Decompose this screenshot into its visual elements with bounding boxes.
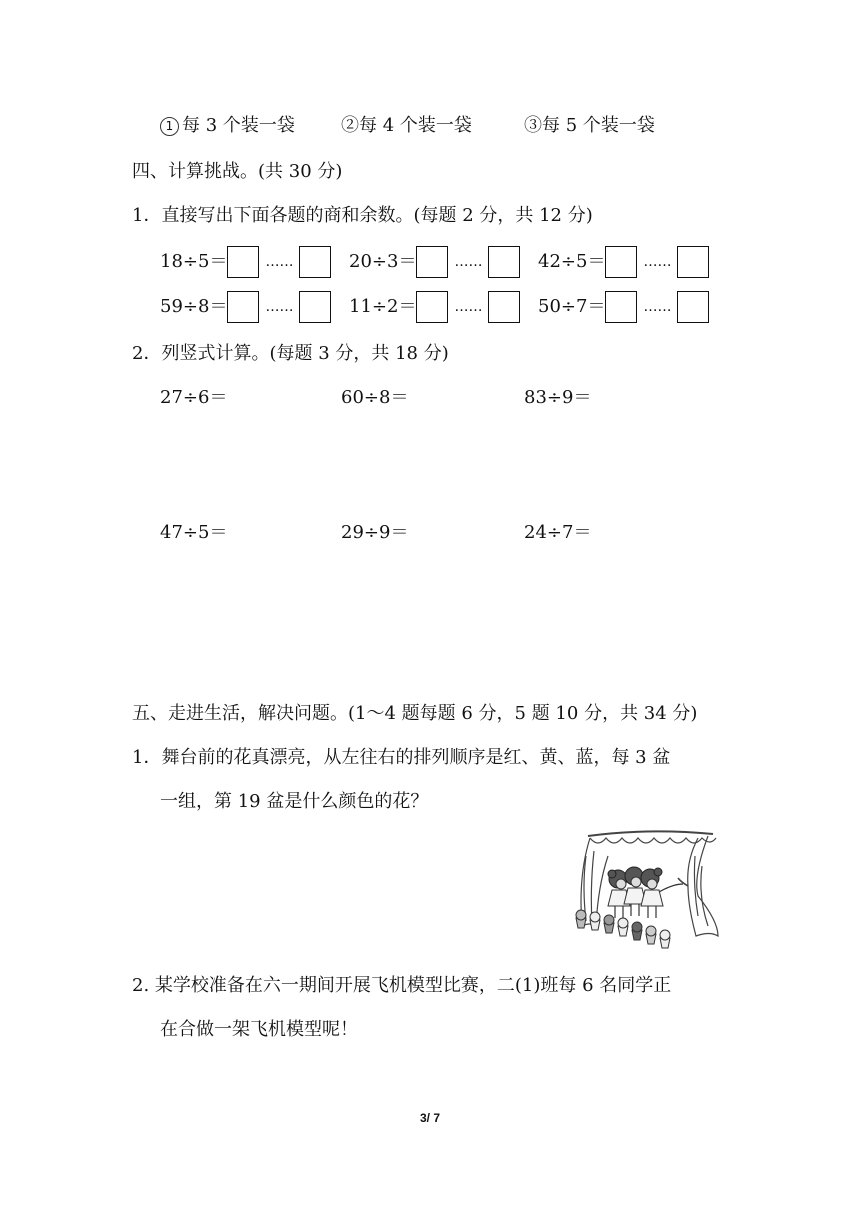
vertical-problem-5: 29÷9＝ bbox=[341, 522, 409, 543]
remainder-box[interactable] bbox=[677, 291, 709, 323]
vertical-problem-4: 47÷5＝ bbox=[160, 522, 228, 543]
quotient-box[interactable] bbox=[416, 291, 448, 323]
vertical-problem-2: 60÷8＝ bbox=[341, 387, 409, 408]
quotient-box[interactable] bbox=[605, 291, 637, 323]
remainder-box[interactable] bbox=[299, 291, 331, 323]
quotient-box[interactable] bbox=[605, 246, 637, 278]
problem-expression: 20÷3＝ bbox=[349, 251, 417, 272]
option-1 bbox=[160, 114, 295, 138]
problem-expression: 50÷7＝ bbox=[538, 296, 606, 317]
problem-expression: 11÷2＝ bbox=[349, 296, 417, 317]
remainder-box[interactable] bbox=[299, 246, 331, 278]
vertical-problem-6: 24÷7＝ bbox=[524, 522, 592, 543]
quotient-problem-5 bbox=[349, 290, 520, 324]
vertical-problem-3: 83÷9＝ bbox=[524, 387, 592, 408]
problem-expression: 42÷5＝ bbox=[538, 251, 606, 272]
quotient-problem-3 bbox=[538, 245, 709, 279]
quotient-problem-4 bbox=[160, 290, 331, 324]
option-3-text: ③每 5 个装一袋 bbox=[524, 115, 655, 136]
section5-q1-line1: 1．舞台前的花真漂亮，从左往右的排列顺序是红、黄、蓝，每 3 盆 bbox=[132, 747, 671, 768]
section4-heading: 四、计算挑战。(共 30 分) bbox=[132, 161, 343, 182]
problem-expression: 59÷8＝ bbox=[160, 296, 228, 317]
quotient-problem-2 bbox=[349, 245, 520, 279]
option-1-text: 每 3 个装一袋 bbox=[182, 115, 295, 136]
remainder-dots: …… bbox=[454, 299, 483, 315]
option-3 bbox=[524, 114, 655, 138]
option-1-marker: 1 bbox=[160, 117, 179, 136]
option-2-text: ②每 4 个装一袋 bbox=[341, 115, 472, 136]
remainder-dots: …… bbox=[265, 299, 294, 315]
quotient-problem-1 bbox=[160, 245, 331, 279]
section4-q1-title: 1．直接写出下面各题的商和余数。(每题 2 分，共 12 分) bbox=[132, 205, 593, 226]
quotient-problem-6 bbox=[538, 290, 709, 324]
stage-flowers-illustration bbox=[568, 826, 728, 961]
quotient-box[interactable] bbox=[227, 246, 259, 278]
remainder-dots: …… bbox=[643, 299, 672, 315]
section5-q2-line1: 2. 某学校准备在六一期间开展飞机模型比赛，二(1)班每 6 名同学正 bbox=[132, 975, 672, 996]
quotient-box[interactable] bbox=[227, 291, 259, 323]
vertical-problem-1: 27÷6＝ bbox=[160, 387, 228, 408]
option-2 bbox=[341, 114, 472, 138]
remainder-dots: …… bbox=[643, 254, 672, 270]
remainder-box[interactable] bbox=[488, 291, 520, 323]
section5-q2-line2: 在合做一架飞机模型呢！ bbox=[160, 1019, 358, 1040]
problem-expression: 18÷5＝ bbox=[160, 251, 228, 272]
quotient-box[interactable] bbox=[416, 246, 448, 278]
section5-q1-line2: 一组，第 19 盆是什么颜色的花？ bbox=[160, 791, 429, 812]
section4-q2-title: 2．列竖式计算。(每题 3 分，共 18 分) bbox=[132, 343, 449, 364]
page-number: 3/ 7 bbox=[419, 1111, 440, 1125]
section5-heading: 五、走进生活，解决问题。(1～4 题每题 6 分，5 题 10 分，共 34 分) bbox=[132, 703, 698, 724]
remainder-dots: …… bbox=[454, 254, 483, 270]
remainder-box[interactable] bbox=[488, 246, 520, 278]
remainder-dots: …… bbox=[265, 254, 294, 270]
remainder-box[interactable] bbox=[677, 246, 709, 278]
